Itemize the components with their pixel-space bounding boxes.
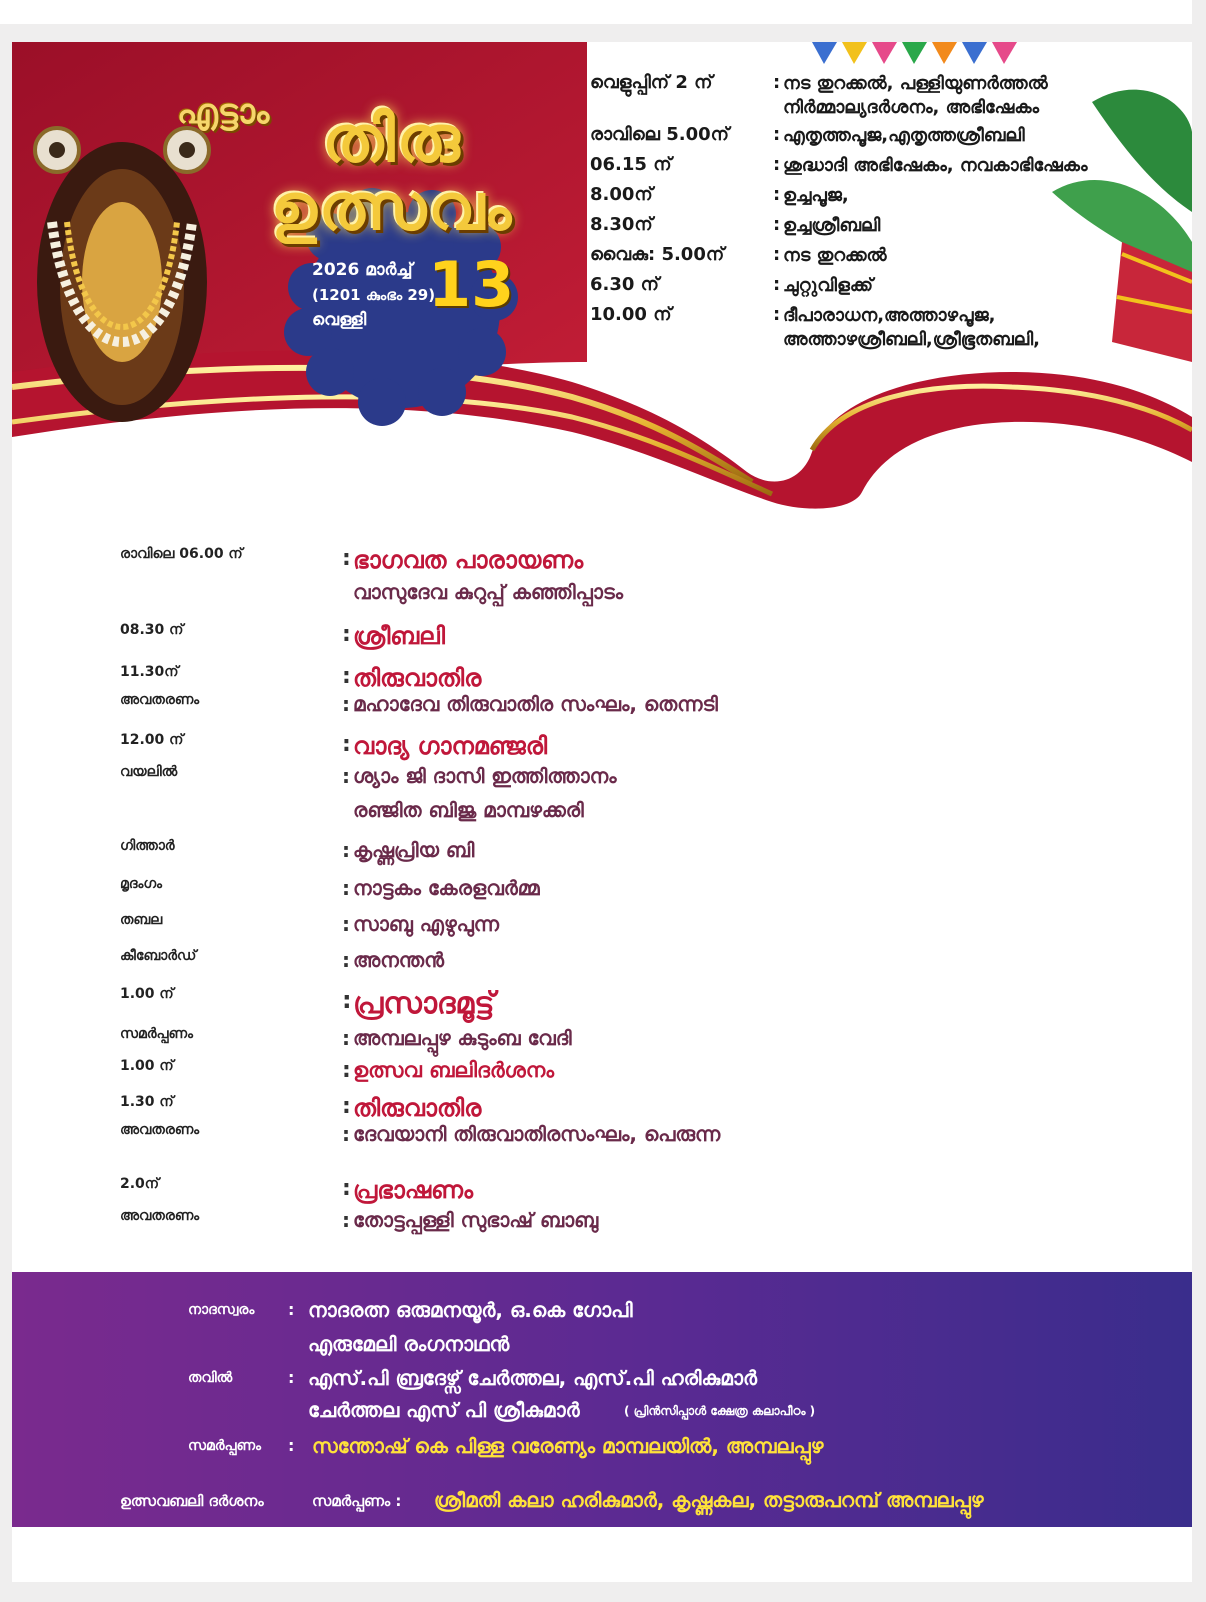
morning-row: 10.00 ന് : ദീപാരാധന,അത്താഴപൂജ, അത്താഴശ്രീബലി,ശ്രീഭൂതബലി, bbox=[590, 304, 1190, 356]
samarpanam-label: സമർപ്പണം bbox=[188, 1438, 261, 1454]
thavil-value1: എസ്.പി ബ്രദേഴ്സ് ചേർത്തല, എസ്.പി ഹരികുമാർ bbox=[308, 1366, 757, 1390]
morning-desc: എതൃത്തപൂജ,എതൃത്തശ്രീബലി bbox=[783, 125, 1025, 146]
schedule-time: അവതരണം bbox=[120, 692, 200, 708]
date-line3: വെള്ളി bbox=[312, 310, 367, 330]
schedule-time: ഗിത്താർ bbox=[120, 838, 175, 854]
date-line2: (1201 കുംഭം 29) bbox=[312, 286, 436, 304]
schedule-value: ശ്യാം ജി ദാസി ഇത്തിത്താനം bbox=[353, 764, 617, 788]
morning-row: 06.15 ന് : ശുദ്ധാദി അഭിഷേകം, നവകാഭിഷേകം bbox=[590, 154, 1190, 184]
morning-desc: ഉച്ചപൂജ, bbox=[783, 185, 849, 206]
morning-row: രാവിലെ 5.00ന് : എതൃത്തപൂജ,എതൃത്തശ്രീബലി bbox=[590, 124, 1190, 154]
schedule-value: മഹാദേവ തിരുവാതിര സംഘം, തെന്നടി bbox=[353, 692, 718, 716]
schedule-time: തബല bbox=[120, 912, 163, 928]
schedule-value: ദേവയാനി തിരുവാതിരസംഘം, പെരുന്ന bbox=[353, 1122, 721, 1146]
morning-time: വെളുപ്പിന് 2 ന് bbox=[590, 72, 713, 93]
morning-time: രാവിലെ 5.00ന് bbox=[590, 124, 729, 145]
morning-row: 6.30 ന് : ചുറ്റുവിളക്ക് bbox=[590, 274, 1190, 304]
morning-time: 10.00 ന് bbox=[590, 304, 672, 325]
morning-row: വെളുപ്പിന് 2 ന് : നട തുറക്കൽ, പള്ളിയുണർത്തൽ നിർമ്മാല്യദർശനം, അഭിഷേകം bbox=[590, 72, 1190, 124]
morning-desc: നട തുറക്കൽ bbox=[783, 245, 887, 266]
schedule-value: വാസുദേവ കുറുപ്പ് കഞ്ഞിപ്പാടം bbox=[353, 580, 624, 604]
utsavabali-label: ഉത്സവബലി ദർശനം bbox=[120, 1492, 264, 1510]
thavil-note: ( പ്രിൻസിപ്പാൾ ക്ഷേത്ര കലാപീഠം ) bbox=[624, 1404, 816, 1418]
schedule-value: വാദ്യ ഗാനമഞ്ജരി bbox=[353, 732, 548, 760]
schedule-time: 1.00 ന് bbox=[120, 1058, 174, 1074]
nadaswaram-value1: നാദരത്ന ഒരുമനയൂർ, ഒ.കെ ഗോപി bbox=[308, 1298, 633, 1322]
morning-row: 8.00ന് : ഉച്ചപൂജ, bbox=[590, 184, 1190, 214]
nadaswaram-value2: എരുമേലി രംഗനാഥൻ bbox=[308, 1332, 510, 1356]
morning-desc: ദീപാരാധന,അത്താഴപൂജ, അത്താഴശ്രീബലി,ശ്രീഭൂതബലി, bbox=[783, 305, 1040, 350]
schedule-time: രാവിലെ 06.00 ന് bbox=[120, 546, 243, 562]
morning-time: 06.15 ന് bbox=[590, 154, 672, 175]
schedule-time: സമർപ്പണം bbox=[120, 1026, 193, 1042]
schedule-time: വയലിൽ bbox=[120, 764, 178, 780]
date-line1: 2026 മാർച്ച് bbox=[312, 260, 413, 280]
schedule-value: രഞ്ജിത ബിജു മാമ്പഴക്കരി bbox=[353, 798, 584, 822]
schedule-time: അവതരണം bbox=[120, 1208, 200, 1224]
schedule-value: തോട്ടപ്പള്ളി സുഭാഷ് ബാബു bbox=[353, 1208, 599, 1232]
schedule-time: 08.30 ന് bbox=[120, 622, 184, 638]
schedule-time: മൃദംഗം bbox=[120, 876, 163, 892]
schedule-value: ശ്രീബലി bbox=[353, 622, 445, 650]
morning-desc: നട തുറക്കൽ, പള്ളിയുണർത്തൽ നിർമ്മാല്യദർശനം, അഭിഷേകം bbox=[783, 73, 1048, 118]
nadaswaram-label: നാദസ്വരം bbox=[188, 1302, 255, 1318]
schedule-value: ഭാഗവത പാരായണം bbox=[353, 546, 584, 574]
utsavabali-value: ശ്രീമതി കലാ ഹരികുമാർ, കൃഷ്ണകല, തട്ടാരുപറമ്പ് അമ്പലപ്പുഴ bbox=[434, 1488, 984, 1512]
schedule-value: പ്രഭാഷണം bbox=[353, 1176, 474, 1204]
morning-time: 8.30ന് bbox=[590, 214, 653, 235]
poster bbox=[12, 42, 1192, 1582]
schedule-time: 12.00 ന് bbox=[120, 732, 184, 748]
samarpanam-value: സന്തോഷ് കെ പിള്ള വരേണ്യം മാമ്പലയിൽ, അമ്പലപ്പുഴ bbox=[312, 1434, 824, 1458]
morning-desc: ചുറ്റുവിളക്ക് bbox=[783, 275, 873, 296]
thavil-label: തവിൽ bbox=[188, 1370, 233, 1386]
festival-title-line2: ഉത്സവം bbox=[270, 171, 514, 245]
schedule-value: അനന്തൻ bbox=[353, 948, 444, 972]
schedule-value: ഉത്സവ ബലിദർശനം bbox=[353, 1058, 555, 1082]
schedule-time: അവതരണം bbox=[120, 1122, 200, 1138]
schedule-value: പ്രസാദമൂട്ട് bbox=[353, 986, 495, 1021]
morning-row: 8.30ന് : ഉച്ചശ്രീബലി bbox=[590, 214, 1190, 244]
utsavabali-samarpanam-label: സമർപ്പണം : bbox=[312, 1492, 402, 1510]
morning-time: വൈകു: 5.00ന് bbox=[590, 244, 725, 265]
schedule-value: അമ്പലപ്പുഴ കുടുംബ വേദി bbox=[353, 1026, 572, 1050]
day-schedule: രാവിലെ 06.00 ന് : ഭാഗവത പാരായണം വാസുദേവ കുറുപ്പ് കഞ്ഞിപ്പാടം 08.30 ന് : ശ്രീബലി 11.30ന് : തിരുവാതിര അവതരണം : മഹാദേവ തിരുവാതിര സംഘം, തെന്നടി 12.00 ന് : വാദ്യ ഗാനമഞ്ജരി വയലിൽ : ശ്യാം ജി ദാസി ഇത്തിത്താനം രഞ്ജിത ബിജു മാമ്പഴക്കരി ഗിത്താർ : കൃഷ്ണപ്രിയ ബി മൃദംഗം : നാട്ടകം കേരളവർമ്മ തബല : സാബു എഴുപുന്ന കീബോർഡ് : അനന്തൻ 1.00 ന് : പ്രസാദമൂട്ട് സമർപ്പണം : അമ്പലപ്പുഴ കുടുംബ വേദി 1.00 ന് : ഉത്സവ ബലിദർശനം 1.30 ന് : തിരുവാതിര അവതരണം : ദേവയാനി തിരുവാതിരസംഘം, പെരുന്ന 2.0ന് : പ്രഭാഷണം അവതരണം : തോട്ടപ്പള്ളി സുഭാഷ് ബാബു bbox=[12, 42, 1192, 1272]
morning-desc: ഉച്ചശ്രീബലി bbox=[783, 215, 881, 236]
schedule-value: കൃഷ്ണപ്രിയ ബി bbox=[353, 838, 475, 862]
morning-row: വൈകു: 5.00ന് : നട തുറക്കൽ bbox=[590, 244, 1190, 274]
schedule-value: സാബു എഴുപുന്ന bbox=[353, 912, 499, 936]
thavil-value2: ചേർത്തല എസ് പി ശ്രീകുമാർ bbox=[308, 1398, 580, 1422]
date-day: 13 bbox=[428, 248, 515, 321]
schedule-value: തിരുവാതിര bbox=[353, 1094, 482, 1122]
schedule-time: 1.00 ന് bbox=[120, 986, 174, 1002]
schedule-time: 2.0ന് bbox=[120, 1176, 160, 1192]
schedule-time: 1.30 ന് bbox=[120, 1094, 174, 1110]
morning-time: 6.30 ന് bbox=[590, 274, 660, 295]
festival-title-line1: തിരു bbox=[322, 103, 462, 177]
morning-desc: ശുദ്ധാദി അഭിഷേകം, നവകാഭിഷേകം bbox=[783, 155, 1088, 176]
footer-strip bbox=[12, 1527, 1192, 1582]
schedule-time: കീബോർഡ് bbox=[120, 948, 197, 964]
top-strip bbox=[0, 0, 1192, 24]
morning-time: 8.00ന് bbox=[590, 184, 653, 205]
sponsor-band: നാദസ്വരം : നാദരത്ന ഒരുമനയൂർ, ഒ.കെ ഗോപി എരുമേലി രംഗനാഥൻ തവിൽ : എസ്.പി ബ്രദേഴ്സ് ചേർത്തല, എസ്.പി ഹരികുമാർ ചേർത്തല എസ് പി ശ്രീകുമാർ ( പ്രിൻസിപ്പാൾ ക്ഷേത്ര കലാപീഠം ) സമർപ്പണം : സന്തോഷ് കെ പിള്ള വരേണ്യം മാമ്പലയിൽ, അമ്പലപ്പുഴ ഉത്സവബലി ദർശനം സമർപ്പണം : ശ്രീമതി കലാ ഹരികുമാർ, കൃഷ്ണകല, തട്ടാരുപറമ്പ് അമ്പലപ്പുഴ bbox=[12, 1272, 1192, 1527]
festival-ordinal: എട്ടാം bbox=[177, 92, 270, 132]
schedule-value: തിരുവാതിര bbox=[353, 664, 482, 692]
schedule-value: നാട്ടകം കേരളവർമ്മ bbox=[353, 876, 540, 900]
schedule-time: 11.30ന് bbox=[120, 664, 179, 680]
